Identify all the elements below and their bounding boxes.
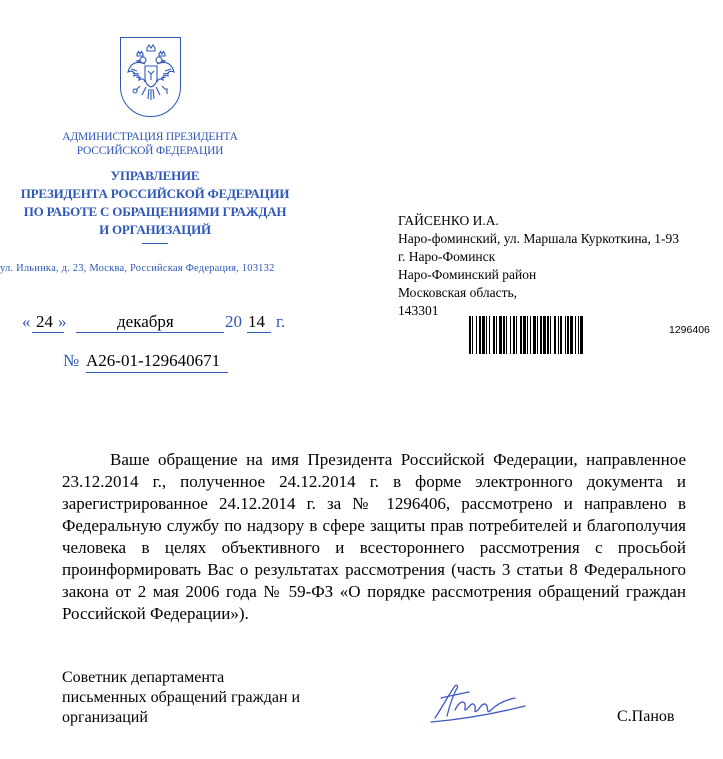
recipient-name: ГАЙСЕНКО И.А. (398, 213, 499, 228)
date-close-quote: » (58, 312, 67, 331)
department-line-1: УПРАВЛЕНИЕ (110, 168, 200, 183)
document-number-symbol: № (63, 351, 80, 370)
signer-title-line-2: письменных обращений граждан и (62, 689, 301, 706)
date-month: декабря (117, 312, 174, 331)
letter-body: Ваше обращение на имя Президента Российской Федерации, направленное 23.12.2014 г., полученное 24.12.2014 г. в форме электронного документа и зарегистрированное 24.12.2014 г. за № 1296406, рассмотрено и направлено в Федеральную службу по надзору в сфере защиты прав потребителей и благополучия человека в целях объективного и всестороннего рассмотрения с просьбой проинформировать Вас о результатах рассмотрения (часть 3 статьи 8 Федерального закона от 2 мая 2006 года № 59-ФЗ «О порядке рассмотрения обращений граждан Российской Федерации»). (62, 450, 686, 623)
handwritten-signature (425, 676, 530, 726)
department-line-2: ПРЕЗИДЕНТА РОССИЙСКОЙ ФЕДЕРАЦИИ (20, 186, 290, 201)
date-year-prefix: 20 (225, 312, 242, 331)
document-number: А26-01-129640671 (86, 351, 221, 370)
header-divider (142, 243, 168, 244)
document-number-underline (86, 372, 228, 373)
signer-title (62, 668, 300, 728)
recipient-address-line-1: Наро-фоминский, ул. Маршала Куркоткина, 1-93 (398, 231, 680, 246)
signer-name: С.Панов (617, 708, 675, 725)
recipient-address-line-4: Московская область, (398, 285, 518, 300)
recipient-block (398, 212, 679, 320)
date-year-label: г. (276, 312, 286, 331)
double-headed-eagle-emblem-icon (126, 42, 176, 106)
date-year-underline (247, 332, 271, 333)
administration-line-2: РОССИЙСКОЙ ФЕДЕРАЦИИ (76, 145, 224, 157)
date-day: 24 (36, 312, 53, 331)
barcode-number: 1296406 (669, 324, 710, 336)
signer-title-line-1: Советник департамента (62, 669, 225, 686)
administration-line-1: АДМИНИСТРАЦИЯ ПРЕЗИДЕНТА (62, 131, 238, 143)
recipient-address-line-3: Наро-Фоминский район (398, 267, 537, 282)
department-line-3: ПО РАБОТЕ С ОБРАЩЕНИЯМИ ГРАЖДАН (23, 204, 287, 219)
barcode (469, 316, 659, 354)
signer-title-line-3: организаций (62, 709, 148, 726)
sender-address: ул. Ильинка, д. 23, Москва, Российская Федерация, 103132 (0, 263, 275, 274)
date-open-quote: « (22, 312, 31, 331)
date-month-underline (76, 332, 224, 333)
recipient-address-line-2: г. Наро-Фоминск (398, 249, 496, 264)
recipient-postal-code: 143301 (398, 303, 439, 318)
department-line-4: И ОРГАНИЗАЦИЙ (99, 222, 211, 237)
date-year-suffix: 14 (248, 312, 265, 331)
date-day-underline (32, 332, 64, 333)
